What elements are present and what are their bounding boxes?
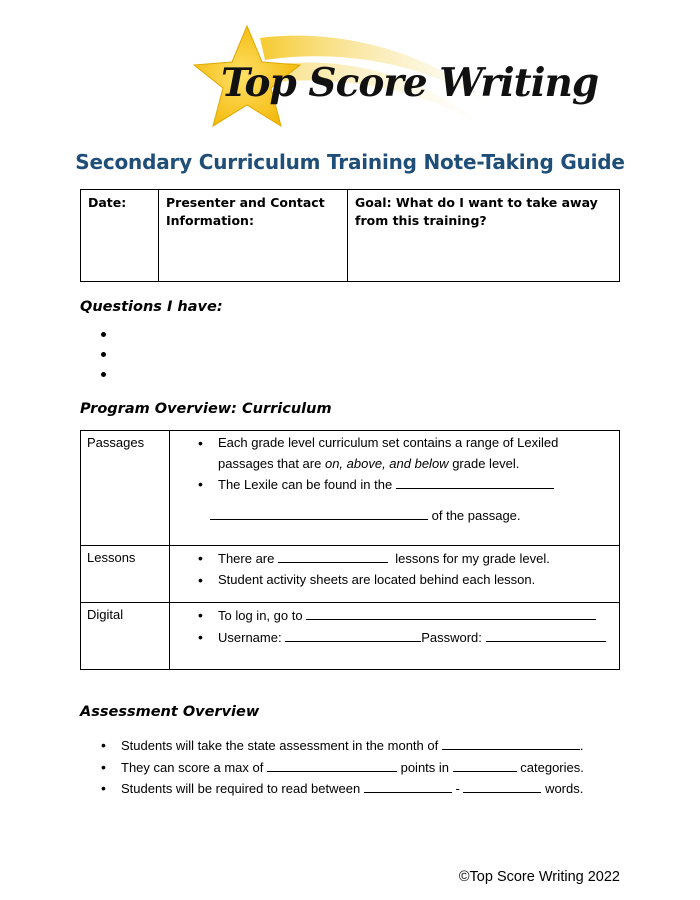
list-item: • Student activity sheets are located behind each lesson. xyxy=(198,570,611,591)
list-item: • Each grade level curriculum set contains a range of Lexiled passages that are on, above, and below grade level. xyxy=(198,433,611,474)
date-cell: Date: xyxy=(81,190,159,282)
list-item: • To log in, go to xyxy=(198,605,611,627)
list-item: • Students will be required to read between - words. xyxy=(101,778,631,800)
goal-cell: Goal: What do I want to take away from this training? xyxy=(348,190,620,282)
list-item: • There are lessons for my grade level. xyxy=(198,548,611,570)
assessment-list xyxy=(101,735,631,800)
bullet xyxy=(101,372,106,377)
row-label: Lessons xyxy=(81,546,170,603)
fill-in-blank[interactable] xyxy=(453,757,517,772)
list-item: • Students will take the state assessment in the month of . xyxy=(101,735,631,757)
assessment-heading: Assessment Overview xyxy=(80,704,260,720)
info-table xyxy=(80,189,620,282)
table-row xyxy=(81,431,620,546)
fill-in-blank[interactable] xyxy=(285,627,421,642)
table-row xyxy=(81,546,620,603)
fill-in-blank[interactable] xyxy=(306,605,596,620)
bullet xyxy=(101,352,106,357)
fill-in-blank[interactable] xyxy=(210,505,428,520)
fill-in-blank[interactable] xyxy=(278,548,388,563)
list-item-continued: of the passage. xyxy=(198,505,611,526)
row-content xyxy=(170,603,620,670)
logo-text: Top Score Writing xyxy=(221,60,599,106)
fill-in-blank[interactable] xyxy=(396,474,554,489)
emphasis: on, above, and below xyxy=(324,455,449,471)
fill-in-blank[interactable] xyxy=(463,778,541,793)
list-item: • The Lexile can be found in the xyxy=(198,474,611,496)
copyright-footer: ©Top Score Writing 2022 xyxy=(458,869,620,885)
row-label: Passages xyxy=(81,431,170,546)
list-item: • They can score a max of points in categories. xyxy=(101,757,631,779)
questions-heading: Questions I have: xyxy=(80,299,223,315)
fill-in-blank[interactable] xyxy=(442,735,580,750)
row-label: Digital xyxy=(81,603,170,670)
row-content xyxy=(170,431,620,546)
fill-in-blank[interactable] xyxy=(364,778,452,793)
program-heading: Program Overview: Curriculum xyxy=(80,401,332,417)
table-row xyxy=(81,603,620,670)
program-table xyxy=(80,430,620,670)
presenter-cell: Presenter and Contact Information: xyxy=(159,190,348,282)
row-content xyxy=(170,546,620,603)
bullet xyxy=(101,332,106,337)
questions-list xyxy=(101,330,106,392)
list-item: • Username: Password: xyxy=(198,627,611,649)
logo xyxy=(185,20,599,142)
page-title: Secondary Curriculum Training Note-Taking Guide xyxy=(75,150,625,174)
fill-in-blank[interactable] xyxy=(486,627,606,642)
fill-in-blank[interactable] xyxy=(267,757,397,772)
